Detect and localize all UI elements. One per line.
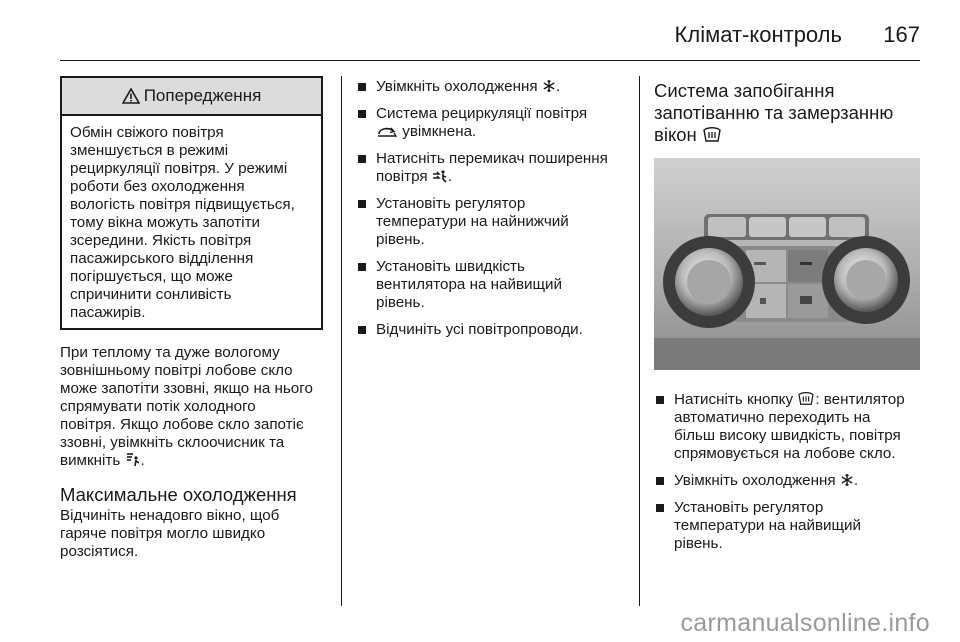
warning-line: рециркуляції повітря. У режимі bbox=[70, 160, 288, 177]
item-text: більш високу швидкість, повітря bbox=[674, 427, 901, 444]
defrost-steps bbox=[654, 391, 922, 553]
list-item bbox=[356, 78, 626, 96]
air-distribution-icon bbox=[432, 169, 448, 183]
para-line: може запотіти ззовні, якщо на нього bbox=[60, 380, 313, 397]
warning-body bbox=[62, 116, 321, 328]
list-item bbox=[654, 499, 922, 553]
para-line: спрямувати потік холодного bbox=[60, 398, 256, 415]
item-end: . bbox=[447, 168, 453, 185]
heading-line bbox=[654, 124, 922, 146]
para-end: . bbox=[140, 452, 145, 469]
item-line-2 bbox=[376, 123, 626, 141]
warning-box bbox=[60, 76, 323, 330]
snowflake-icon bbox=[840, 473, 854, 487]
warning-line: роботи без охолодження bbox=[70, 178, 245, 195]
air-distribution-icon bbox=[125, 453, 141, 467]
warning-line: зменшується в режимі bbox=[70, 142, 229, 159]
item-text: рівень. bbox=[674, 535, 723, 552]
item-text: спрямовується на лобове скло. bbox=[674, 445, 896, 462]
defrost-icon bbox=[797, 392, 815, 406]
para-line-text: вимкніть bbox=[60, 452, 121, 469]
item-text: Установіть регулятор bbox=[674, 499, 824, 516]
recirculation-icon bbox=[376, 126, 398, 138]
defrost-heading bbox=[654, 80, 922, 146]
warning-line: спричинити сонливість bbox=[70, 286, 232, 303]
warning-line: пасажирського відділення bbox=[70, 250, 254, 267]
warning-line: погіршується, що може bbox=[70, 268, 233, 285]
list-item bbox=[356, 150, 626, 186]
para-line-last bbox=[60, 452, 326, 470]
defrost-icon bbox=[702, 127, 722, 143]
list-item bbox=[356, 258, 626, 312]
item-text: Натисніть кнопку bbox=[674, 391, 794, 408]
column-1 bbox=[60, 76, 326, 561]
max-cooling-heading: Максимальне охолодження bbox=[60, 484, 297, 505]
item-line-2 bbox=[376, 168, 626, 186]
fogging-paragraph bbox=[60, 344, 326, 470]
max-cooling-steps bbox=[356, 78, 626, 339]
warning-line: вологість повітря підвищується, bbox=[70, 196, 295, 213]
para-line: зовнішньому повітрі лобове скло bbox=[60, 362, 293, 379]
warning-line: зсередини. Якість повітря bbox=[70, 232, 252, 249]
item-text: рівень. bbox=[376, 231, 425, 248]
column-divider-1 bbox=[341, 76, 342, 606]
list-item bbox=[654, 472, 922, 490]
warning-line: тому вікна можуть запотіти bbox=[70, 214, 261, 231]
warning-line: пасажирів. bbox=[70, 304, 146, 321]
para-line: гаряче повітря могло швидко bbox=[60, 525, 266, 542]
para-line: Відчиніть ненадовго вікно, щоб bbox=[60, 507, 280, 524]
item-text: Відчиніть усі повітропроводи. bbox=[376, 321, 583, 338]
snowflake-icon bbox=[542, 79, 556, 93]
para-line: повітря. Якщо лобове скло запотіє bbox=[60, 416, 304, 433]
item-text: температури на найвищий bbox=[674, 517, 861, 534]
warning-header bbox=[62, 78, 321, 116]
item-text: : вентилятор bbox=[815, 391, 905, 408]
item-text: Установіть швидкість bbox=[376, 258, 525, 275]
list-item bbox=[356, 105, 626, 141]
page-header bbox=[60, 22, 920, 52]
climate-control-panel-image bbox=[654, 158, 920, 370]
header-rule bbox=[60, 60, 920, 61]
warning-title: Попередження bbox=[143, 86, 262, 105]
warning-line: Обмін свіжого повітря bbox=[70, 124, 224, 141]
section-title: Клімат-контроль bbox=[674, 22, 842, 47]
item-text: температури на найнижчий bbox=[376, 213, 569, 230]
item-text: Натисніть перемикач поширення bbox=[376, 150, 608, 167]
item-line-1 bbox=[674, 391, 922, 409]
list-item bbox=[654, 391, 922, 463]
item-text: увімкнена. bbox=[402, 123, 477, 140]
list-item bbox=[356, 195, 626, 249]
max-cooling-paragraph bbox=[60, 507, 326, 561]
para-line: розсіятися. bbox=[60, 543, 139, 560]
item-text: повітря bbox=[376, 168, 428, 185]
item-text: Установіть регулятор bbox=[376, 195, 526, 212]
heading-line: запотіванню та замерзанню bbox=[654, 102, 894, 123]
page-number: 167 bbox=[883, 22, 920, 47]
item-text: автоматично переходить на bbox=[674, 409, 871, 426]
item-end: . bbox=[555, 78, 561, 95]
item-text: вентилятора на найвищий bbox=[376, 276, 562, 293]
item-text: рівень. bbox=[376, 294, 425, 311]
para-line: При теплому та дуже вологому bbox=[60, 344, 280, 361]
list-item bbox=[356, 321, 626, 339]
column-divider-2 bbox=[639, 76, 640, 606]
item-end: . bbox=[853, 472, 859, 489]
warning-triangle-icon bbox=[122, 88, 140, 104]
column-2 bbox=[356, 78, 626, 348]
watermark: carmanualsonline.info bbox=[680, 609, 930, 637]
heading-text: вікон bbox=[654, 124, 697, 145]
para-line: ззовні, увімкніть склоочисник та bbox=[60, 434, 285, 451]
heading-line: Система запобігання bbox=[654, 80, 835, 101]
item-text: Увімкніть охолодження bbox=[376, 78, 538, 95]
item-text: Система рециркуляції повітря bbox=[376, 105, 588, 122]
item-text: Увімкніть охолодження bbox=[674, 472, 836, 489]
column-3 bbox=[654, 80, 922, 562]
